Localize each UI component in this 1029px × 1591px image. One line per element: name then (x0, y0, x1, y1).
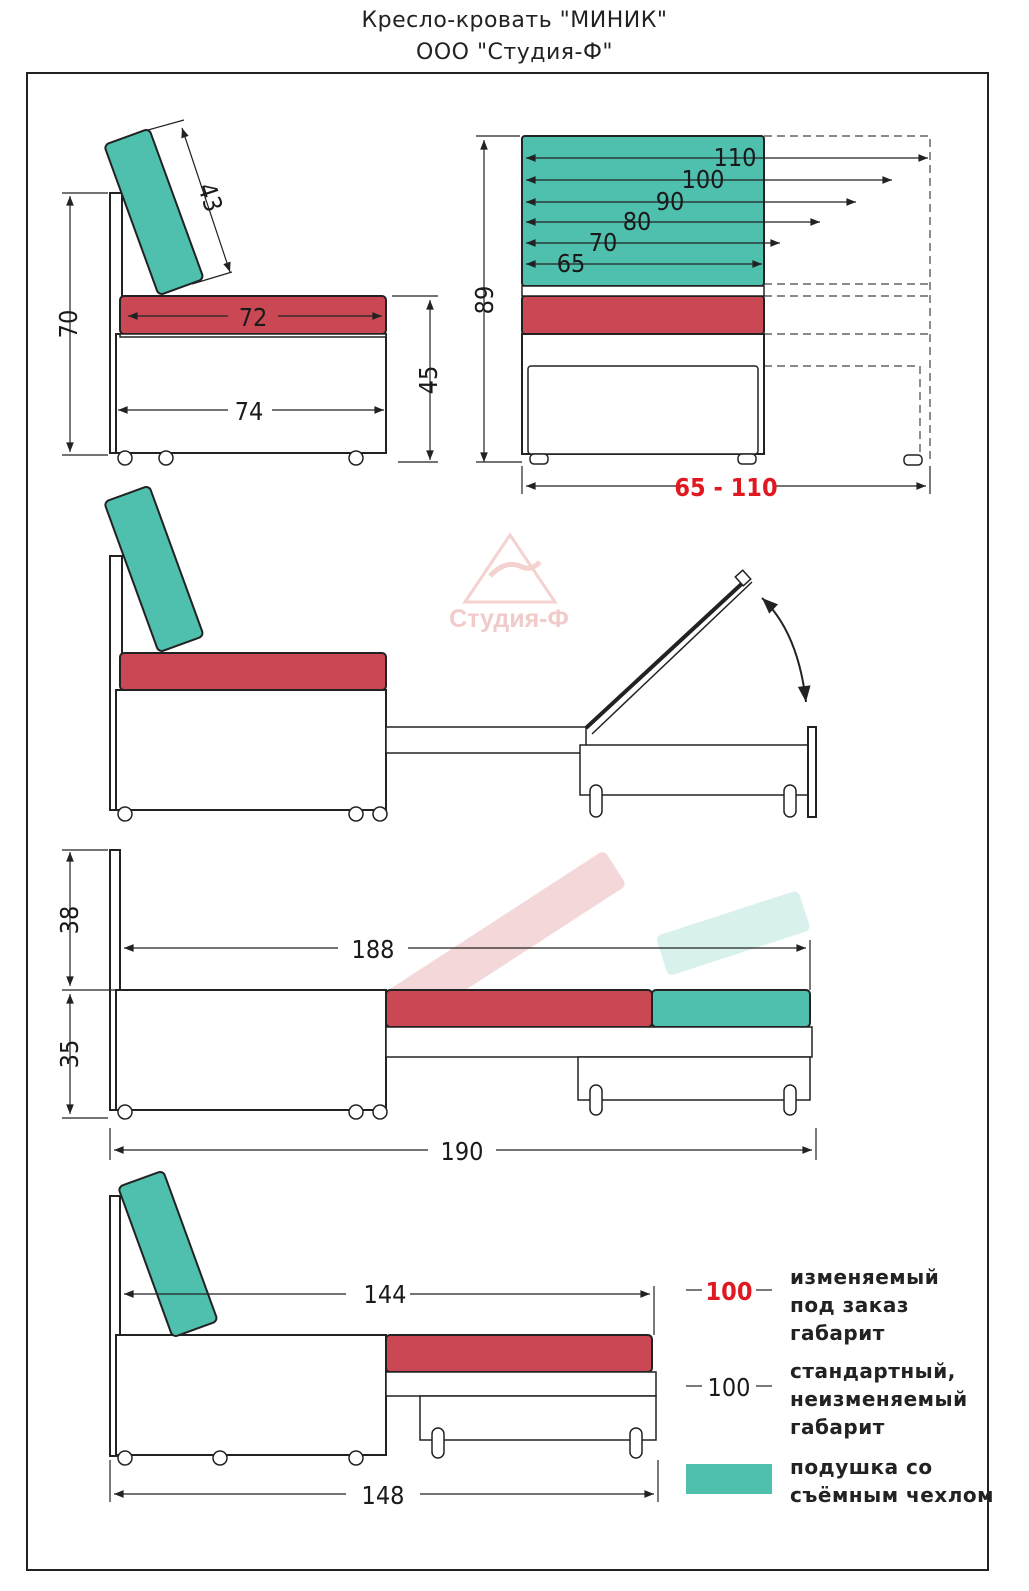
legend-custom-value: 100 (705, 1277, 753, 1306)
side-cushion-base (120, 334, 386, 337)
front-extension-wheels (904, 455, 922, 465)
dim-seat-height: 45 (414, 365, 443, 395)
unfold-ghost-back (655, 890, 811, 976)
legend-standard-value: 100 (707, 1373, 751, 1402)
front-drawer (528, 366, 758, 454)
front-backrest-base (522, 286, 764, 296)
partial-body (116, 1335, 386, 1455)
legend-pillow-line2: съёмным чехлом (790, 1483, 994, 1507)
partial-frame (420, 1396, 656, 1440)
legend-pillow-swatch (686, 1464, 772, 1494)
dim-body-depth: 74 (234, 397, 264, 426)
dim-partial-inner: 144 (363, 1280, 407, 1309)
partial-platform (386, 1372, 656, 1396)
front-seat-cushion (522, 296, 764, 334)
dim-front-height: 89 (470, 285, 499, 315)
unfold-back-cushion (652, 990, 810, 1027)
open-seat-cushion (120, 653, 386, 690)
dim-width-110: 110 (713, 143, 757, 172)
unfolded-view (55, 850, 816, 1166)
unfold-seat-cushion (386, 990, 652, 1027)
opening-arrow (762, 598, 806, 702)
title-company: ООО "Студия-Ф" (416, 40, 613, 65)
dim-seat-depth: 72 (238, 303, 268, 332)
watermark-logo (449, 535, 569, 633)
legend-standard-line2: неизменяемый (790, 1387, 968, 1411)
front-wheels (530, 454, 756, 464)
partial-view (110, 1171, 658, 1510)
dim-width-80: 80 (622, 207, 652, 236)
open-end-board (808, 727, 816, 817)
legend-custom-line2: под заказ (790, 1293, 909, 1317)
legend-pillow-line1: подушка со (790, 1455, 933, 1479)
unfold-frame (578, 1057, 810, 1100)
open-inner-panel (386, 727, 586, 753)
legend (686, 1265, 994, 1507)
legend-custom-line3: габарит (790, 1321, 885, 1345)
dim-width-100: 100 (681, 165, 725, 194)
side-view (54, 120, 443, 465)
opening-view (104, 486, 816, 821)
unfold-platform (386, 1027, 812, 1057)
watermark-text: Студия-Ф (449, 605, 569, 633)
legend-standard-line3: габарит (790, 1415, 885, 1439)
dim-back-height: 38 (55, 905, 84, 935)
dim-width-70: 70 (588, 228, 618, 257)
open-frame (580, 745, 810, 795)
partial-seat-cushion (386, 1335, 652, 1372)
dim-width-90: 90 (655, 187, 685, 216)
partial-back-cushion (118, 1171, 218, 1338)
legend-custom-line1: изменяемый (790, 1265, 940, 1289)
dim-partial-outer: 148 (361, 1481, 405, 1510)
open-body (116, 690, 386, 810)
dim-total-length: 190 (440, 1137, 484, 1166)
dim-total-height: 70 (54, 309, 83, 339)
dim-back-cushion: 43 (191, 179, 229, 216)
front-view (470, 136, 930, 502)
unfold-body (116, 990, 386, 1110)
dim-unfold-seat-height: 35 (55, 1039, 84, 1069)
side-body (116, 334, 386, 453)
dim-width-range: 65 - 110 (674, 473, 778, 502)
title-product: Кресло-кровать "МИНИК" (361, 8, 668, 33)
front-width-extension (764, 136, 930, 460)
dim-width-65: 65 (556, 249, 586, 278)
legend-standard-line1: стандартный, (790, 1359, 956, 1383)
dim-bed-length: 188 (351, 935, 395, 964)
